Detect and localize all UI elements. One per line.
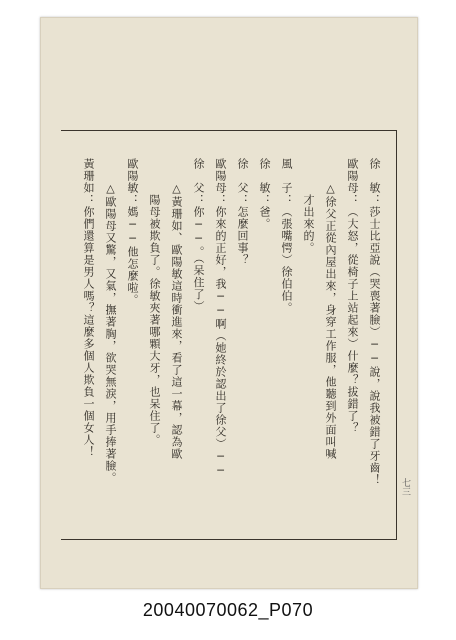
text-column: 才出來的。 bbox=[302, 158, 315, 254]
bottom-border-rule bbox=[61, 539, 397, 540]
text-column: △徐父正從內屋出來，身穿工作服，他聽到外面叫喊 bbox=[324, 158, 337, 460]
text-column: 黃珊如：你們還算是男人嗎？這麼多個人欺負一個女人！ bbox=[82, 158, 95, 458]
image-caption: 20040070062_P070 bbox=[142, 600, 314, 620]
text-column: 徐 敏：爸。 bbox=[258, 158, 271, 230]
text-column: 風 子：（張嘴愕）徐伯伯。 bbox=[280, 158, 293, 314]
text-column: △黃珊如、歐陽敏這時衝進來，看了這一幕，認為歐 bbox=[170, 158, 183, 460]
scanned-page bbox=[40, 17, 418, 589]
top-border-rule bbox=[61, 130, 397, 131]
right-border-rule bbox=[396, 130, 397, 540]
text-column: 徐 父：你──。（呆住了） bbox=[192, 158, 205, 313]
text-column: 徐 敏：莎士比亞說（哭喪著臉）──說，說我被錯了牙齒！ bbox=[368, 158, 381, 486]
text-column: 歐陽母：（大怒，從椅子上站起來）什麼？拔錯了？ bbox=[346, 158, 359, 434]
text-column: 徐 父：怎麼回事？ bbox=[236, 158, 249, 266]
text-column: △歐陽母又驚，又氣，撫著胸，欲哭無淚，用手捧著臉。 bbox=[104, 158, 117, 484]
page-number: 七三 bbox=[400, 478, 410, 496]
text-column: 歐陽母：你來的正好，我──啊（她終於認出了徐父）── bbox=[214, 158, 227, 478]
text-column: 歐陽敏：媽──他怎麼啦。 bbox=[126, 158, 139, 306]
text-column: 陽母被欺負了。徐敏夾著哪顆大牙，也呆住了。 bbox=[148, 158, 161, 446]
